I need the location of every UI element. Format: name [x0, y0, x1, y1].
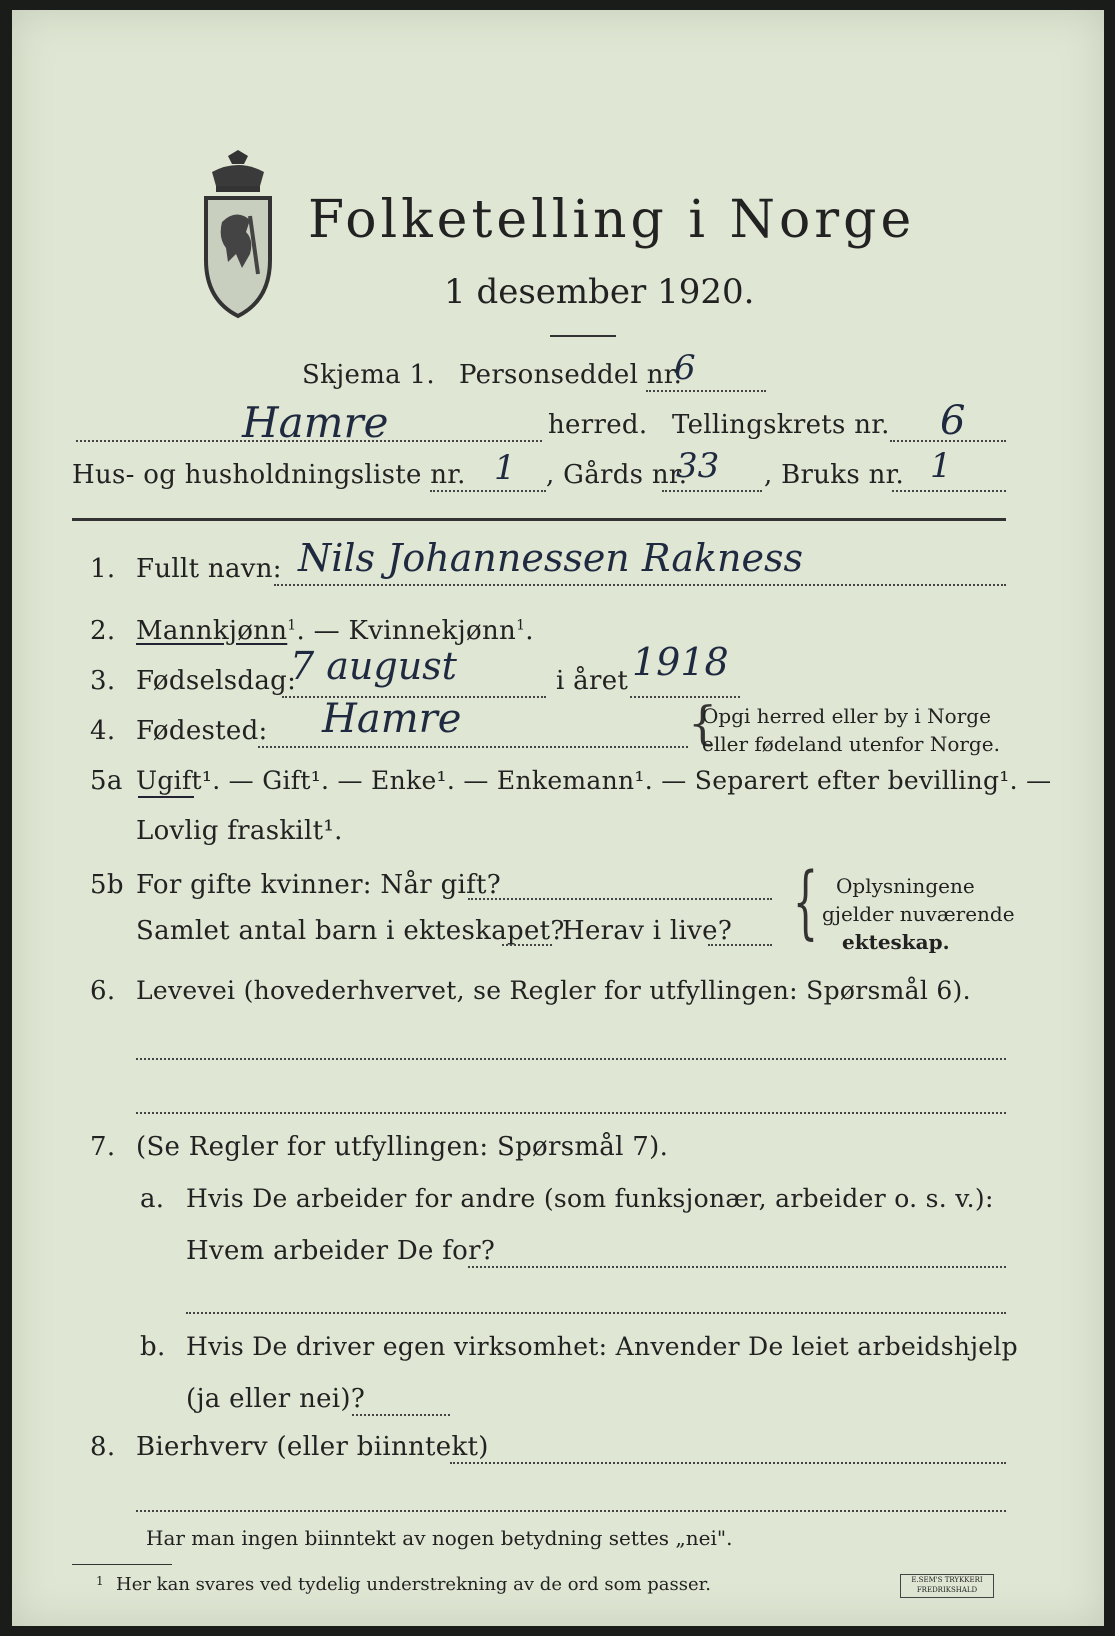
bruks-value[interactable]: 1	[930, 446, 952, 486]
q7-label: (Se Regler for utfyllingen: Spørsmål 7).	[136, 1132, 669, 1162]
q7-number: 7.	[90, 1132, 116, 1162]
gender-options	[136, 616, 534, 646]
birthyear-value[interactable]: 1918	[632, 640, 729, 684]
q4-note-line1: Opgi herred eller by i Norge	[702, 704, 991, 728]
gards-value[interactable]: 33	[676, 446, 720, 486]
employer-line-1[interactable]	[468, 1266, 1006, 1268]
q6-number: 6.	[90, 976, 116, 1006]
q5b-number: 5b	[90, 870, 124, 900]
q3-number: 3.	[90, 666, 116, 696]
children-line	[502, 944, 552, 946]
husholdning-line	[430, 490, 546, 492]
husholdning-value[interactable]: 1	[494, 448, 516, 488]
q5b-children-label: Samlet antal barn i ekteskapet?	[136, 916, 565, 946]
q3-label: Fødselsdag:	[136, 666, 297, 696]
q5b-note-1: Oplysningene	[836, 874, 975, 898]
gards-line	[662, 490, 762, 492]
marital-status-options[interactable]: Ugift¹. — Gift¹. — Enke¹. — Enkemann¹. — Separert efter bevilling¹. —	[136, 766, 1052, 795]
q5b-when-married-label: For gifte kvinner: Når gift?	[136, 870, 502, 900]
note-brace-2: {	[792, 855, 819, 948]
q7b-number: b.	[140, 1332, 166, 1362]
q8-label: Bierhverv (eller biinntekt)	[136, 1432, 489, 1462]
occupation-line-1[interactable]	[136, 1058, 1006, 1060]
personseddel-label: Personseddel nr.	[459, 360, 683, 390]
q5b-note-3: ekteskap.	[842, 930, 950, 954]
q7b-label-1: Hvis De driver egen virksomhet: Anvender De leiet arbeidshjelp	[186, 1332, 1018, 1361]
birthyear-line	[630, 696, 740, 698]
footer-note: Har man ingen biinntekt av nogen betydning settes „nei".	[146, 1526, 733, 1550]
marital-status-options-2[interactable]: Lovlig fraskilt¹.	[136, 816, 343, 846]
bruks-label: , Bruks nr.	[764, 460, 905, 490]
census-form-sheet	[12, 10, 1104, 1626]
footnote-text: Her kan svares ved tydelig understrekning av de ord som passer.	[116, 1574, 711, 1595]
birthplace-line	[258, 746, 688, 748]
tellingskrets-value[interactable]: 6	[940, 398, 966, 444]
q1-number: 1.	[90, 554, 116, 584]
tellingskrets-label: Tellingskrets nr.	[672, 410, 890, 440]
employer-line-2[interactable]	[186, 1312, 1006, 1314]
q7b-label-2: (ja eller nei)?	[186, 1384, 366, 1414]
q5b-alive-label: Herav i live?	[562, 916, 733, 946]
q4-label: Fødested:	[136, 716, 268, 746]
q1-line	[274, 584, 1006, 586]
q7a-label-2: Hvem arbeider De for?	[186, 1236, 496, 1266]
q8-number: 8.	[90, 1432, 116, 1462]
side-income-line-1[interactable]	[450, 1462, 1006, 1464]
footnote-rule	[72, 1564, 172, 1565]
ugift-underline	[138, 796, 194, 798]
q4-note-line2: eller fødeland utenfor Norge.	[702, 732, 1000, 756]
birthday-value[interactable]: 7 august	[290, 644, 457, 688]
personseddel-value[interactable]: 6	[674, 348, 696, 388]
hired-help-line[interactable]	[352, 1414, 450, 1416]
full-name-value[interactable]: Nils Johannessen Rakness	[298, 536, 803, 580]
q7a-label-1: Hvis De arbeider for andre (som funksjonær, arbeider o. s. v.):	[186, 1184, 994, 1213]
footnote-marker: 1	[287, 617, 297, 634]
footnote-number: 1	[96, 1574, 104, 1588]
header-separator	[72, 518, 1006, 521]
title-divider	[550, 335, 616, 337]
form-date: 1 desember 1920.	[444, 272, 755, 312]
gender-end: .	[525, 616, 534, 646]
personseddel-line	[646, 390, 766, 392]
coat-of-arms-icon	[192, 150, 284, 320]
gender-male[interactable]: Mannkjønn	[136, 616, 288, 646]
q5b-note-2: gjelder nuværende	[822, 902, 1015, 926]
footnote-marker: 1	[516, 617, 526, 634]
herred-value[interactable]: Hamre	[242, 398, 389, 447]
q1-label: Fullt navn:	[136, 554, 282, 584]
husholdning-label: Hus- og husholdningsliste nr.	[72, 460, 466, 490]
gards-label: , Gårds nr.	[546, 460, 688, 490]
alive-line	[708, 944, 772, 946]
birthplace-value[interactable]: Hamre	[322, 696, 462, 742]
q6-label: Levevei (hovederhvervet, se Regler for utfyllingen: Spørsmål 6).	[136, 976, 971, 1005]
herred-label: herred.	[548, 410, 648, 440]
side-income-line-2[interactable]	[136, 1510, 1006, 1512]
printer-stamp	[900, 1574, 994, 1598]
form-title: Folketelling i Norge	[308, 190, 916, 250]
q7a-number: a.	[140, 1184, 165, 1214]
q5a-number: 5a	[90, 766, 123, 796]
q2-number: 2.	[90, 616, 116, 646]
q4-number: 4.	[90, 716, 116, 746]
printer-name: E.SEM'S TRYKKERI	[911, 1576, 983, 1584]
occupation-line-2[interactable]	[136, 1112, 1006, 1114]
printer-city: FREDRIKSHALD	[916, 1586, 978, 1594]
schema-label: Skjema 1.	[302, 360, 435, 390]
gender-female[interactable]: . — Kvinnekjønn	[296, 616, 517, 646]
birthyear-label: i året	[556, 666, 629, 696]
bruks-line	[892, 490, 1006, 492]
when-married-line	[468, 898, 772, 900]
note-brace: {	[688, 696, 718, 750]
